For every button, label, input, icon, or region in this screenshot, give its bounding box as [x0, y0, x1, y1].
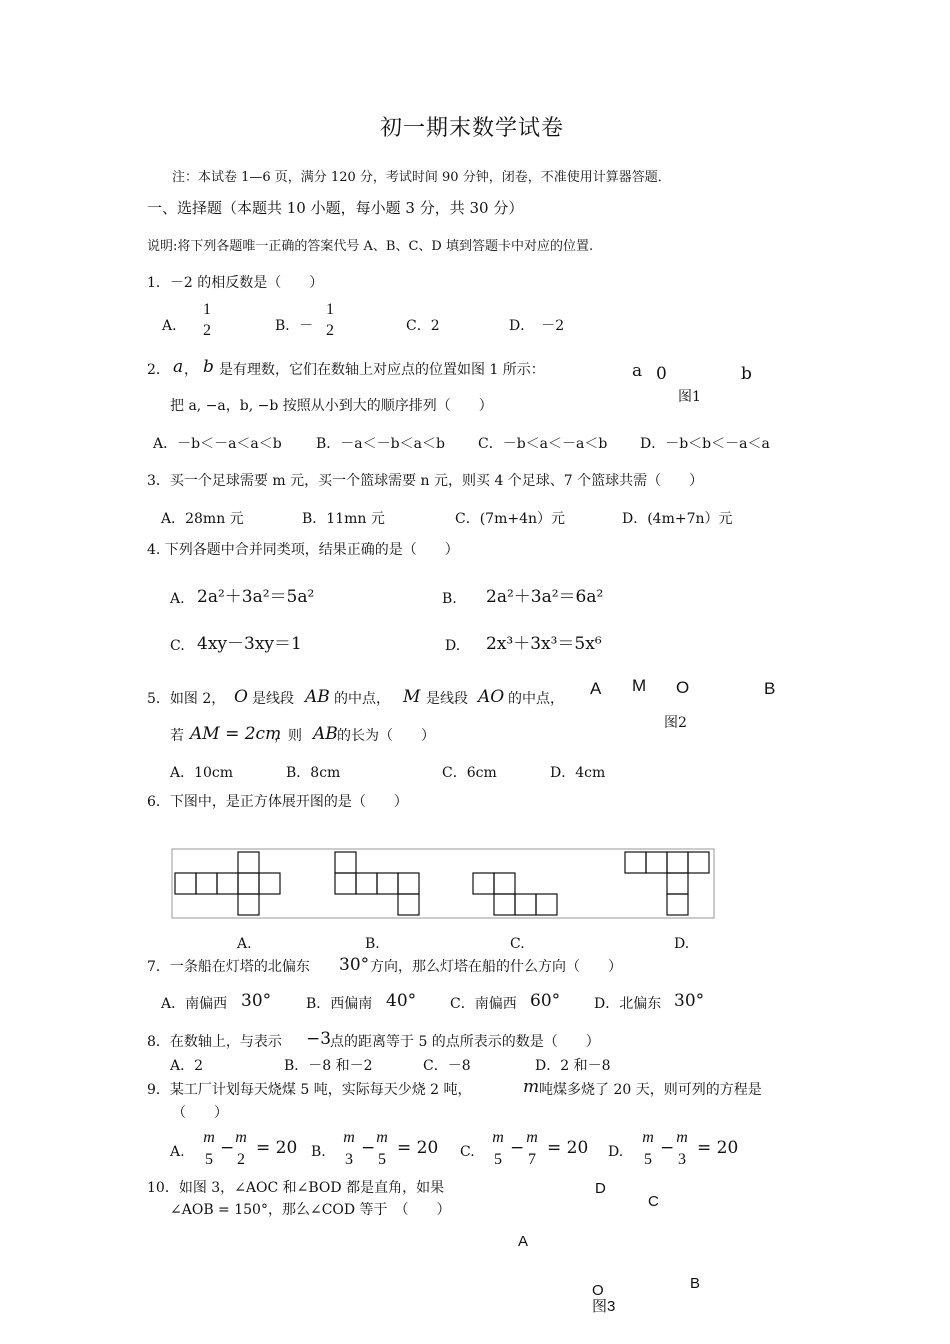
- q9-a-frac-2: [232, 1130, 250, 1168]
- q9-b-equals: = 20: [397, 1138, 439, 1158]
- q2-line2: 把 a, −a，b, −b 按照从小到大的顺序排列（ ）: [170, 398, 493, 414]
- q5-line2-post: 的长为（ ）: [337, 728, 435, 744]
- q8-option-d: D．2 和－8: [535, 1058, 611, 1074]
- question-9-stem-post: 吨煤多烧了 20 天，则可列的方程是: [539, 1082, 762, 1098]
- q5-text-1: 是线段: [252, 691, 294, 707]
- q2-option-c: C．－b＜a＜－a＜b: [478, 436, 608, 452]
- q7-degree: 30°: [339, 955, 370, 975]
- section-heading: 一、选择题（本题共 10 小题，每小题 3 分，共 30 分）: [147, 199, 524, 217]
- fig1-label-0: 0: [656, 364, 667, 384]
- fig3-label-c: C: [648, 1193, 659, 1210]
- q2-var-b: b: [203, 357, 214, 377]
- q9-b-minus: −: [361, 1138, 376, 1158]
- q9-a-den-2: 2: [237, 1151, 245, 1168]
- q9-b-den-1: 3: [345, 1151, 353, 1168]
- q3-option-a: A．28mn 元: [161, 511, 244, 527]
- section-instruction: 说明:将下列各题唯一正确的答案代号 A、B、C、D 填到答题卡中对应的位置.: [147, 239, 594, 254]
- net-d: [625, 852, 709, 915]
- q7-option-c-label: C．南偏西: [450, 996, 517, 1012]
- q9-c-minus: −: [510, 1138, 525, 1158]
- question-10-line1: 10．如图 3，∠AOC 和∠BOD 都是直角，如果: [147, 1180, 445, 1196]
- q8-option-b: B．－8 和－2: [284, 1058, 373, 1074]
- q9-a-num-2: m: [235, 1129, 247, 1146]
- q4-option-a: 2a²＋3a²＝5a²: [197, 587, 315, 607]
- q5-segment-ab-2: AB: [313, 724, 338, 744]
- question-3-stem: 3．买一个足球需要 m 元，买一个篮球需要 n 元，则买 4 个足球、7 个篮球共需（ ）: [147, 473, 704, 489]
- q6-option-d: D.: [674, 936, 690, 952]
- question-5-number: 5．如图 2，: [147, 691, 226, 707]
- q9-d-den-1: 5: [644, 1151, 652, 1168]
- q9-var-m: m: [523, 1077, 540, 1097]
- q9-c-num-2: m: [526, 1129, 538, 1146]
- q8-option-c: C．－8: [423, 1058, 471, 1074]
- fig2-caption: 图2: [664, 715, 687, 731]
- q9-a-num-1: m: [203, 1129, 215, 1146]
- fig2-label-b: B: [764, 679, 776, 698]
- q5-option-b: B．8cm: [286, 765, 341, 781]
- fig1-label-a: a: [632, 361, 643, 381]
- question-8-stem-pre: 8．在数轴上，与表示: [147, 1034, 282, 1050]
- q5-text-2: 的中点，: [334, 691, 390, 707]
- q2-stem: 是有理数，它们在数轴上对应点的位置如图 1 所示：: [219, 362, 545, 378]
- q5-segment-ao: AO: [478, 687, 505, 707]
- q9-option-a-label: A.: [170, 1144, 185, 1160]
- net-b: [335, 852, 419, 915]
- q1-option-b-fraction: [322, 302, 338, 339]
- q5-option-a: A．10cm: [170, 765, 234, 781]
- q4-option-d-label: D.: [445, 638, 461, 654]
- q9-b-num-1: m: [343, 1129, 355, 1146]
- fig3-label-d: D: [595, 1180, 606, 1197]
- q7-option-d-degree: 30°: [674, 991, 705, 1011]
- q1-option-a-fraction: [199, 302, 215, 339]
- q6-option-b: B.: [365, 936, 380, 952]
- q5-line2-mid: ，则: [274, 728, 302, 744]
- q1-b-denominator: 2: [326, 322, 334, 339]
- q9-c-den-2: 7: [528, 1151, 536, 1168]
- q9-d-frac-1: [639, 1130, 657, 1168]
- q5-segment-ab: AB: [305, 687, 330, 707]
- q9-paren: （ ）: [172, 1105, 228, 1121]
- q3-option-b: B．11mn 元: [302, 511, 385, 527]
- q5-point-o: O: [234, 687, 248, 707]
- q9-a-equals: = 20: [256, 1138, 298, 1158]
- fig3-label-o: O: [592, 1282, 604, 1299]
- fig2-label-m: M: [632, 676, 647, 695]
- question-7-stem-pre: 7．一条船在灯塔的北偏东: [147, 959, 310, 975]
- q5-point-m: M: [403, 687, 421, 707]
- q5-line2-pre: 若: [170, 728, 184, 744]
- q4-option-c-label: C.: [170, 638, 185, 654]
- question-8-stem-post: 点的距离等于 5 的点所表示的数是（ ）: [330, 1034, 600, 1050]
- fig3-label-b: B: [690, 1275, 701, 1292]
- net-a: [175, 852, 280, 915]
- q4-option-c: 4xy－3xy＝1: [197, 634, 302, 654]
- question-4-stem: 4. 下列各题中合并同类项，结果正确的是（ ）: [147, 542, 459, 558]
- q2-option-d: D．－b＜b＜－a＜a: [640, 436, 770, 452]
- q9-c-frac-2: [523, 1130, 541, 1168]
- q1-option-b-label: B．－: [275, 318, 314, 334]
- q9-option-d-label: D.: [608, 1144, 624, 1160]
- q9-b-den-2: 5: [378, 1151, 386, 1168]
- q2-option-b: B．－a＜－b＜a＜b: [316, 436, 445, 452]
- q9-c-num-1: m: [492, 1129, 504, 1146]
- q6-figure-frame: [172, 849, 714, 918]
- q5-am-equation: AM = 2cm: [190, 724, 282, 744]
- q9-a-den-1: 5: [205, 1151, 213, 1168]
- question-1-stem: 1．－2 的相反数是（ ）: [147, 275, 324, 291]
- q6-option-c: C.: [510, 936, 525, 952]
- q7-option-d-label: D．北偏东: [594, 996, 662, 1012]
- q9-option-c-label: C.: [460, 1144, 475, 1160]
- q9-d-num-2: m: [676, 1129, 688, 1146]
- q8-option-a: A．2: [170, 1058, 204, 1074]
- q2-option-a: A．－b＜－a＜a＜b: [153, 436, 282, 452]
- fig2-label-a: A: [590, 679, 602, 698]
- fig3-caption: 图3: [592, 1298, 616, 1315]
- question-2-number: 2．: [147, 362, 170, 378]
- q5-text-4: 的中点，: [508, 691, 564, 707]
- question-7-stem-post: 方向，那么灯塔在船的什么方向（ ）: [370, 959, 622, 975]
- exam-note: 注：本试卷 1—6 页，满分 120 分，考试时间 90 分钟，闭卷，不准使用计算器答题．: [172, 170, 671, 185]
- q9-d-equals: = 20: [697, 1138, 739, 1158]
- q9-d-num-1: m: [642, 1129, 654, 1146]
- fig1-label-b: b: [741, 364, 752, 384]
- page-title: 初一期末数学试卷: [380, 116, 565, 141]
- q9-a-minus: −: [220, 1138, 235, 1158]
- q1-option-d: D． －2: [509, 318, 565, 334]
- q9-option-b-label: B.: [311, 1144, 326, 1160]
- q1-option-c: C．2: [406, 318, 440, 334]
- q9-c-den-1: 5: [494, 1151, 502, 1168]
- fig1-caption: 图1: [678, 389, 701, 405]
- q6-option-a: A.: [237, 936, 252, 952]
- question-10-line2: ∠AOB = 150°，那么∠COD 等于 （ ）: [170, 1202, 451, 1218]
- q9-d-frac-2: [673, 1130, 691, 1168]
- q8-value: −3: [306, 1029, 332, 1049]
- q7-option-a-label: A．南偏西: [161, 996, 228, 1012]
- q9-c-equals: = 20: [547, 1138, 589, 1158]
- net-c: [473, 873, 557, 915]
- fig2-label-o: O: [676, 678, 690, 697]
- q9-d-den-2: 3: [678, 1151, 686, 1168]
- q9-b-frac-1: [340, 1130, 358, 1168]
- q4-option-a-label: A.: [170, 591, 185, 607]
- q4-option-d: 2x³＋3x³＝5x⁶: [486, 634, 602, 654]
- q9-c-frac-1: [489, 1130, 507, 1168]
- fig3-label-a: A: [518, 1233, 529, 1250]
- q9-a-frac-1: [200, 1130, 218, 1168]
- q1-a-numerator: 1: [203, 301, 211, 318]
- q7-option-b-degree: 40°: [386, 991, 417, 1011]
- q2-comma: ，: [184, 362, 198, 378]
- q5-option-d: D．4cm: [550, 765, 606, 781]
- q9-d-minus: −: [660, 1138, 675, 1158]
- q4-option-b: 2a²＋3a²＝6a²: [486, 587, 604, 607]
- q9-b-frac-2: [373, 1130, 391, 1168]
- q5-text-3: 是线段: [426, 691, 468, 707]
- q4-option-b-label: B.: [442, 591, 457, 607]
- q7-option-b-label: B．西偏南: [306, 996, 373, 1012]
- q1-a-denominator: 2: [203, 322, 211, 339]
- question-9-stem-pre: 9．某工厂计划每天烧煤 5 吨，实际每天少烧 2 吨，: [147, 1082, 472, 1098]
- q3-option-d: D．(4m+7n）元: [622, 511, 733, 527]
- q1-option-a-label: A．: [162, 318, 187, 334]
- q5-option-c: C．6cm: [442, 765, 497, 781]
- q1-b-numerator: 1: [326, 301, 334, 318]
- q7-option-a-degree: 30°: [241, 991, 272, 1011]
- q3-option-c: C．(7m+4n）元: [455, 511, 566, 527]
- question-6-stem: 6．下图中，是正方体展开图的是（ ）: [147, 794, 408, 810]
- q7-option-c-degree: 60°: [530, 991, 561, 1011]
- q9-b-num-2: m: [376, 1129, 388, 1146]
- q2-var-a: a: [173, 357, 184, 377]
